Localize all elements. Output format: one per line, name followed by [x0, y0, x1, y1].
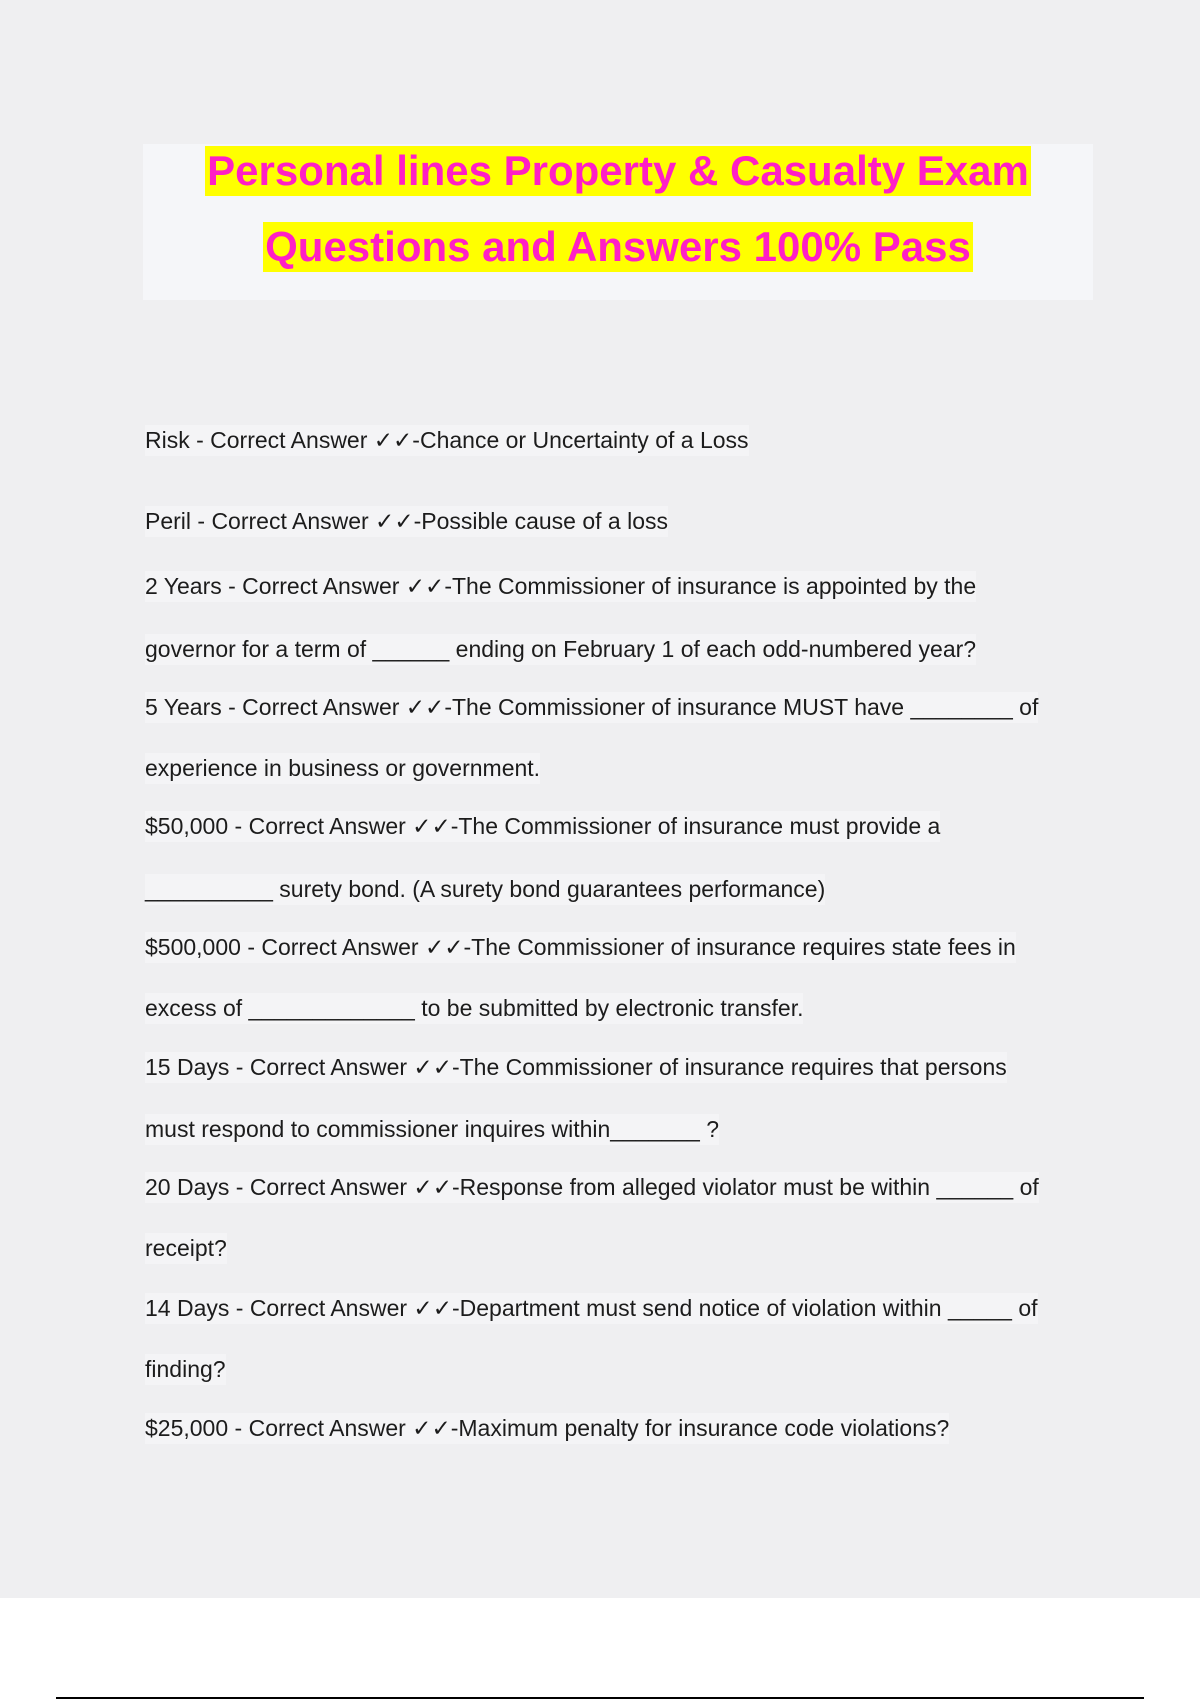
qa-item-text-continued: finding?	[145, 1354, 226, 1385]
qa-item-text-continued: excess of _____________ to be submitted by electronic transfer.	[145, 993, 803, 1024]
qa-item-text-continued: receipt?	[145, 1233, 227, 1264]
qa-item-text: Risk - Correct Answer ✓✓-Chance or Uncertainty of a Loss	[145, 425, 749, 456]
qa-item-text: $50,000 - Correct Answer ✓✓-The Commissioner of insurance must provide a	[145, 811, 940, 842]
page-bottom-divider	[56, 1697, 1144, 1699]
qa-item-text: 15 Days - Correct Answer ✓✓-The Commissioner of insurance requires that persons	[145, 1052, 1007, 1083]
qa-item-text-continued: __________ surety bond. (A surety bond guarantees performance)	[145, 874, 825, 905]
qa-item-text: Peril - Correct Answer ✓✓-Possible cause of a loss	[145, 506, 668, 537]
title-block	[143, 144, 1093, 300]
qa-item-text-continued: must respond to commissioner inquires within_______ ?	[145, 1114, 719, 1145]
document-title-line-1: Personal lines Property & Casualty Exam	[207, 147, 1029, 194]
qa-item-text: 5 Years - Correct Answer ✓✓-The Commissioner of insurance MUST have ________ of	[145, 692, 1038, 723]
qa-item-text-continued: governor for a term of ______ ending on February 1 of each odd-numbered year?	[145, 634, 976, 665]
qa-item-text-continued: experience in business or government.	[145, 753, 540, 784]
qa-item-text: $500,000 - Correct Answer ✓✓-The Commissioner of insurance requires state fees in	[145, 932, 1016, 963]
qa-item-text: 14 Days - Correct Answer ✓✓-Department must send notice of violation within _____ of	[145, 1293, 1038, 1324]
qa-item-text: $25,000 - Correct Answer ✓✓-Maximum penalty for insurance code violations?	[145, 1413, 949, 1444]
qa-item-text: 20 Days - Correct Answer ✓✓-Response from alleged violator must be within ______ of	[145, 1172, 1039, 1203]
qa-item-text: 2 Years - Correct Answer ✓✓-The Commissioner of insurance is appointed by the	[145, 571, 976, 602]
document-title-line-2: Questions and Answers 100% Pass	[265, 223, 971, 270]
